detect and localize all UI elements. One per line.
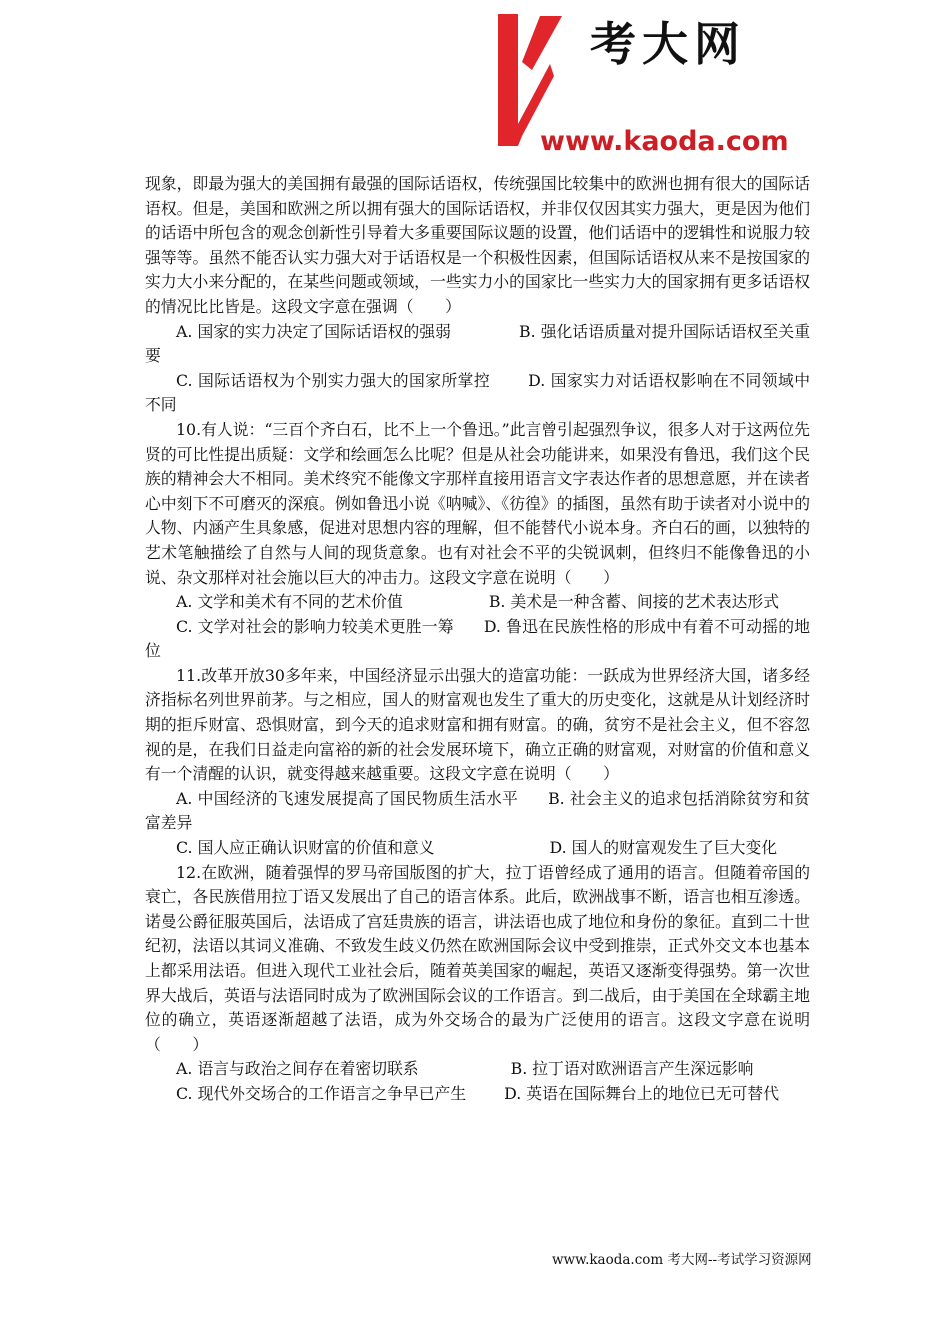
q10-option-c: C. 文学对社会的影响力较美术更胜一筹 xyxy=(176,616,454,636)
q12-options-cd xyxy=(145,1082,810,1107)
q9-option-b: B. 强化话语质量对提升国际话语权至关重要 xyxy=(145,321,810,366)
q9-option-c: C. 国际话语权为个别实力强大的国家所掌控 xyxy=(176,370,491,390)
q11-option-c: C. 国人应正确认识财富的价值和意义 xyxy=(176,838,435,858)
q10-option-a: A. 文学和美术有不同的艺术价值 xyxy=(176,592,403,612)
q11-option-a: A. 中国经济的飞速发展提高了国民物质生活水平 xyxy=(176,788,519,808)
q10-passage: 10.有人说：“三百个齐白石，比不上一个鲁迅。”此言曾引起强烈争议，很多人对于这两位先贤的可比性提出质疑：文学和绘画怎么比呢？但是从社会功能讲来，如果没有鲁迅，我们这个民族的精神会大不相同。美术终究不能像文字那样直接用语言文字表达作者的思想意愿，并在读者心中刻下不可磨灭的深痕。例如鲁迅小说《呐喊》、《彷徨》的插图，虽然有助于读者对小说中的人物、内涵产生具象感，促进对思想内容的理解，但不能替代小说本身。齐白石的画，以独特的艺术笔触描绘了自然与人间的现货意象。也有对社会不平的尖锐讽刺，但终归不能像鲁迅的小说、杂文那样对社会施以巨大的冲击力。这段文字意在说明（ ） xyxy=(145,419,810,587)
q12-option-b: B. 拉丁语对欧洲语言产生深远影响 xyxy=(510,1059,754,1079)
q11-option-d: D. 国人的财富观发生了巨大变化 xyxy=(549,838,778,858)
q10-options-ab xyxy=(145,590,810,615)
logo-url-text: www.kaoda.com xyxy=(540,126,789,157)
q10-option-b: B. 美术是一种含蓄、间接的艺术表达形式 xyxy=(488,592,780,612)
page-footer: www.kaoda.com 考大网--考试学习资源网 xyxy=(552,1252,812,1268)
q9-option-a: A. 国家的实力决定了国际话语权的强弱 xyxy=(176,321,451,341)
q12-option-c: C. 现代外交场合的工作语言之争早已产生 xyxy=(176,1083,467,1103)
q12-options-ab xyxy=(145,1057,810,1082)
q12-passage: 12.在欧洲，随着强悍的罗马帝国版图的扩大，拉丁语曾经成了通用的语言。但随着帝国的衰亡，各民族借用拉丁语又发展出了自己的语言体系。此后，欧洲战事不断，语言也相互渗透。诺曼公爵征服英国后，法语成了宫廷贵族的语言，讲法语也成了地位和身份的象征。直到二十世纪初，法语以其词义准确、不致发生歧义仍然在欧洲国际会议中受到推崇，正式外交文本也基本上都采用法语。但进入现代工业社会后，随着英美国家的崛起，英语又逐渐变得强势。第一次世界大战后，英语与法语同时成为了欧洲国际会议的工作语言。到二战后，由于美国在全球霸主地位的确立，英语逐渐超越了法语，成为外交场合的最为广泛使用的语言。这段文字意在说明（ ） xyxy=(145,862,810,1054)
q11-options-cd xyxy=(145,836,810,861)
logo-brand-text: 考大网 xyxy=(590,17,746,71)
q11-options-ab xyxy=(145,787,810,836)
document-body xyxy=(145,172,810,1107)
q9-options-ab xyxy=(145,320,810,369)
kaoda-logo xyxy=(490,2,820,162)
q9-passage: 现象，即最为强大的美国拥有最强的国际话语权，传统强国比较集中的欧洲也拥有很大的国际话语权。但是，美国和欧洲之所以拥有强大的国际话语权，并非仅仅因其实力强大，更是因为他们的话语中所包含的观念创新性引导着大多重要国际议题的设置，他们话语中的逻辑性和说服力较强等等。虽然不能否认实力强大对于话语权是一个积极性因素，但国际话语权从来不是按国家的实力大小来分配的，在某些问题或领域，一些实力小的国家比一些实力大的国家拥有更多话语权的情况比比皆是。这段文字意在强调（ ） xyxy=(145,174,810,316)
q12-option-a: A. 语言与政治之间存在着密切联系 xyxy=(176,1059,419,1079)
q9-option-d: D. 国家实力对话语权影响在不同领域中不同 xyxy=(145,370,810,415)
q11-option-b: B. 社会主义的追求包括消除贫穷和贫富差异 xyxy=(145,788,811,833)
q12-option-d: D. 英语在国际舞台上的地位已无可替代 xyxy=(504,1083,780,1103)
q10-option-d: D. 鲁迅在民族性格的形成中有着不可动摇的地位 xyxy=(145,616,810,661)
q11-passage: 11.改革开放30多年来，中国经济显示出强大的造富功能：一跃成为世界经济大国，诸多经济指标名列世界前茅。与之相应，国人的财富观也发生了重大的历史变化，这就是从计划经济时期的拒斥财富、恐惧财富，到今天的追求财富和拥有财富。的确，贫穷不是社会主义，但不容忽视的是，在我们日益走向富裕的新的社会发展环境下，确立正确的财富观，对财富的价值和意义有一个清醒的认识，就变得越来越重要。这段文字意在说明（ ） xyxy=(145,665,810,784)
q9-options-cd xyxy=(145,369,810,418)
q10-options-cd xyxy=(145,615,810,664)
